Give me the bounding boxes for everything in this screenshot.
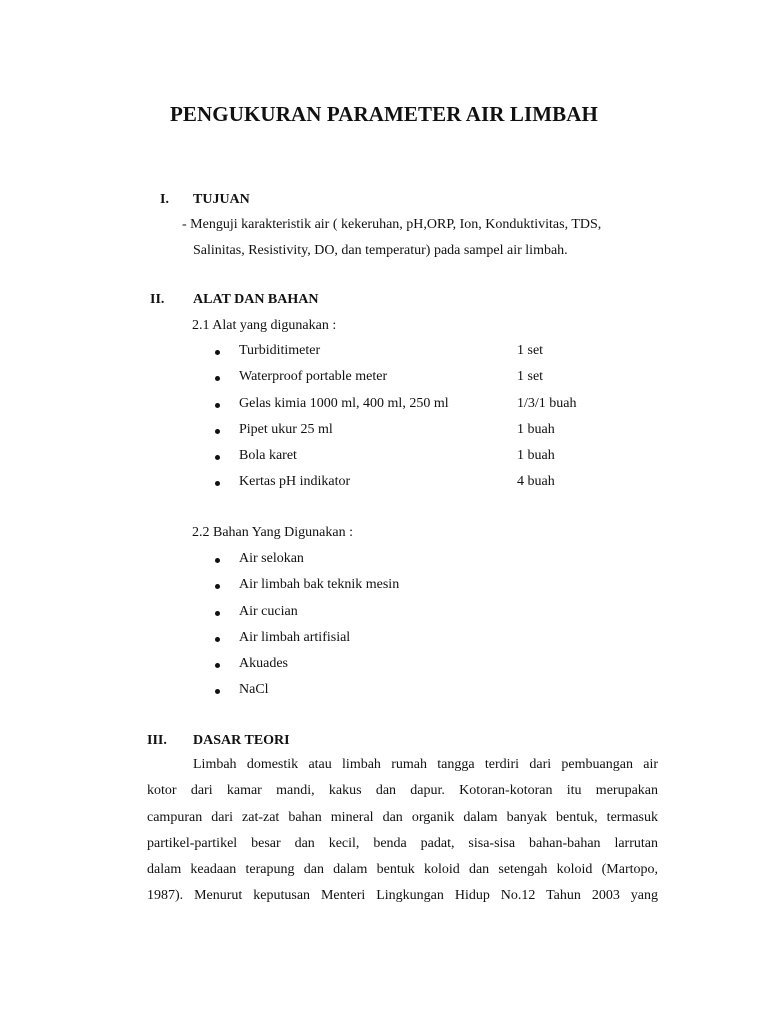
alat-item-qty: 1/3/1 buah [517, 396, 577, 411]
bullet-icon [215, 455, 220, 460]
alat-subheading: 2.1 Alat yang digunakan : [192, 318, 337, 333]
section-3-heading: DASAR TEORI [193, 733, 290, 748]
bahan-item: Air selokan [239, 551, 304, 566]
bullet-icon [215, 558, 220, 563]
alat-item-name: Pipet ukur 25 ml [239, 422, 333, 437]
paragraph-line: dalam keadaan terapung dan dalam bentuk koloid dan setengah koloid (Martopo, [147, 862, 658, 878]
section-3-number: III. [147, 733, 167, 748]
bahan-item: Air limbah artifisial [239, 630, 351, 645]
bullet-icon [215, 663, 220, 668]
tujuan-line-2: Salinitas, Resistivity, DO, dan temperatur) pada sampel air limbah. [193, 243, 568, 258]
bullet-icon [215, 350, 220, 355]
alat-item-qty: 4 buah [517, 474, 555, 489]
alat-item-name: Gelas kimia 1000 ml, 400 ml, 250 ml [239, 396, 449, 411]
alat-item-qty: 1 set [517, 343, 544, 358]
section-2-heading: ALAT DAN BAHAN [193, 292, 319, 307]
dasar-teori-paragraph [147, 752, 658, 910]
document-title: PENGUKURAN PARAMETER AIR LIMBAH [170, 102, 598, 126]
paragraph-line: partikel-partikel besar dan kecil, benda padat, sisa-sisa bahan-bahan larrutan [147, 835, 658, 851]
bahan-item: NaCl [239, 682, 269, 697]
paragraph-line: Limbah domestik atau limbah rumah tangga terdiri dari pembuangan air [193, 757, 658, 772]
bullet-icon [215, 637, 220, 642]
section-2-number: II. [150, 292, 165, 307]
tujuan-line-1: - Menguji karakteristik air ( kekeruhan, pH,ORP, Ion, Konduktivitas, TDS, [182, 217, 602, 232]
bullet-icon [215, 403, 220, 408]
alat-item-name: Turbiditimeter [239, 343, 321, 358]
bullet-icon [215, 689, 220, 694]
bullet-icon [215, 584, 220, 589]
section-1-number: I. [160, 192, 169, 207]
alat-item-name: Kertas pH indikator [239, 474, 351, 489]
bullet-icon [215, 376, 220, 381]
bahan-item: Air limbah bak teknik mesin [239, 577, 400, 592]
alat-item-qty: 1 buah [517, 422, 555, 437]
paragraph-line: campuran dari zat-zat bahan mineral dan organik dalam banyak bentuk, termasuk [147, 809, 658, 825]
alat-item-name: Bola karet [239, 448, 297, 463]
paragraph-line: kotor dari kamar mandi, kakus dan dapur. Kotoran-kotoran itu merupakan [147, 783, 658, 799]
paragraph-line: 1987). Menurut keputusan Menteri Lingkungan Hidup No.12 Tahun 2003 yang [147, 888, 658, 904]
bahan-item: Akuades [239, 656, 288, 671]
bullet-icon [215, 429, 220, 434]
bullet-icon [215, 611, 220, 616]
bahan-subheading: 2.2 Bahan Yang Digunakan : [192, 525, 353, 540]
bahan-item: Air cucian [239, 604, 298, 619]
alat-item-qty: 1 set [517, 369, 544, 384]
section-1-heading: TUJUAN [193, 192, 250, 207]
alat-item-qty: 1 buah [517, 448, 555, 463]
bullet-icon [215, 481, 220, 486]
alat-item-name: Waterproof portable meter [239, 369, 388, 384]
